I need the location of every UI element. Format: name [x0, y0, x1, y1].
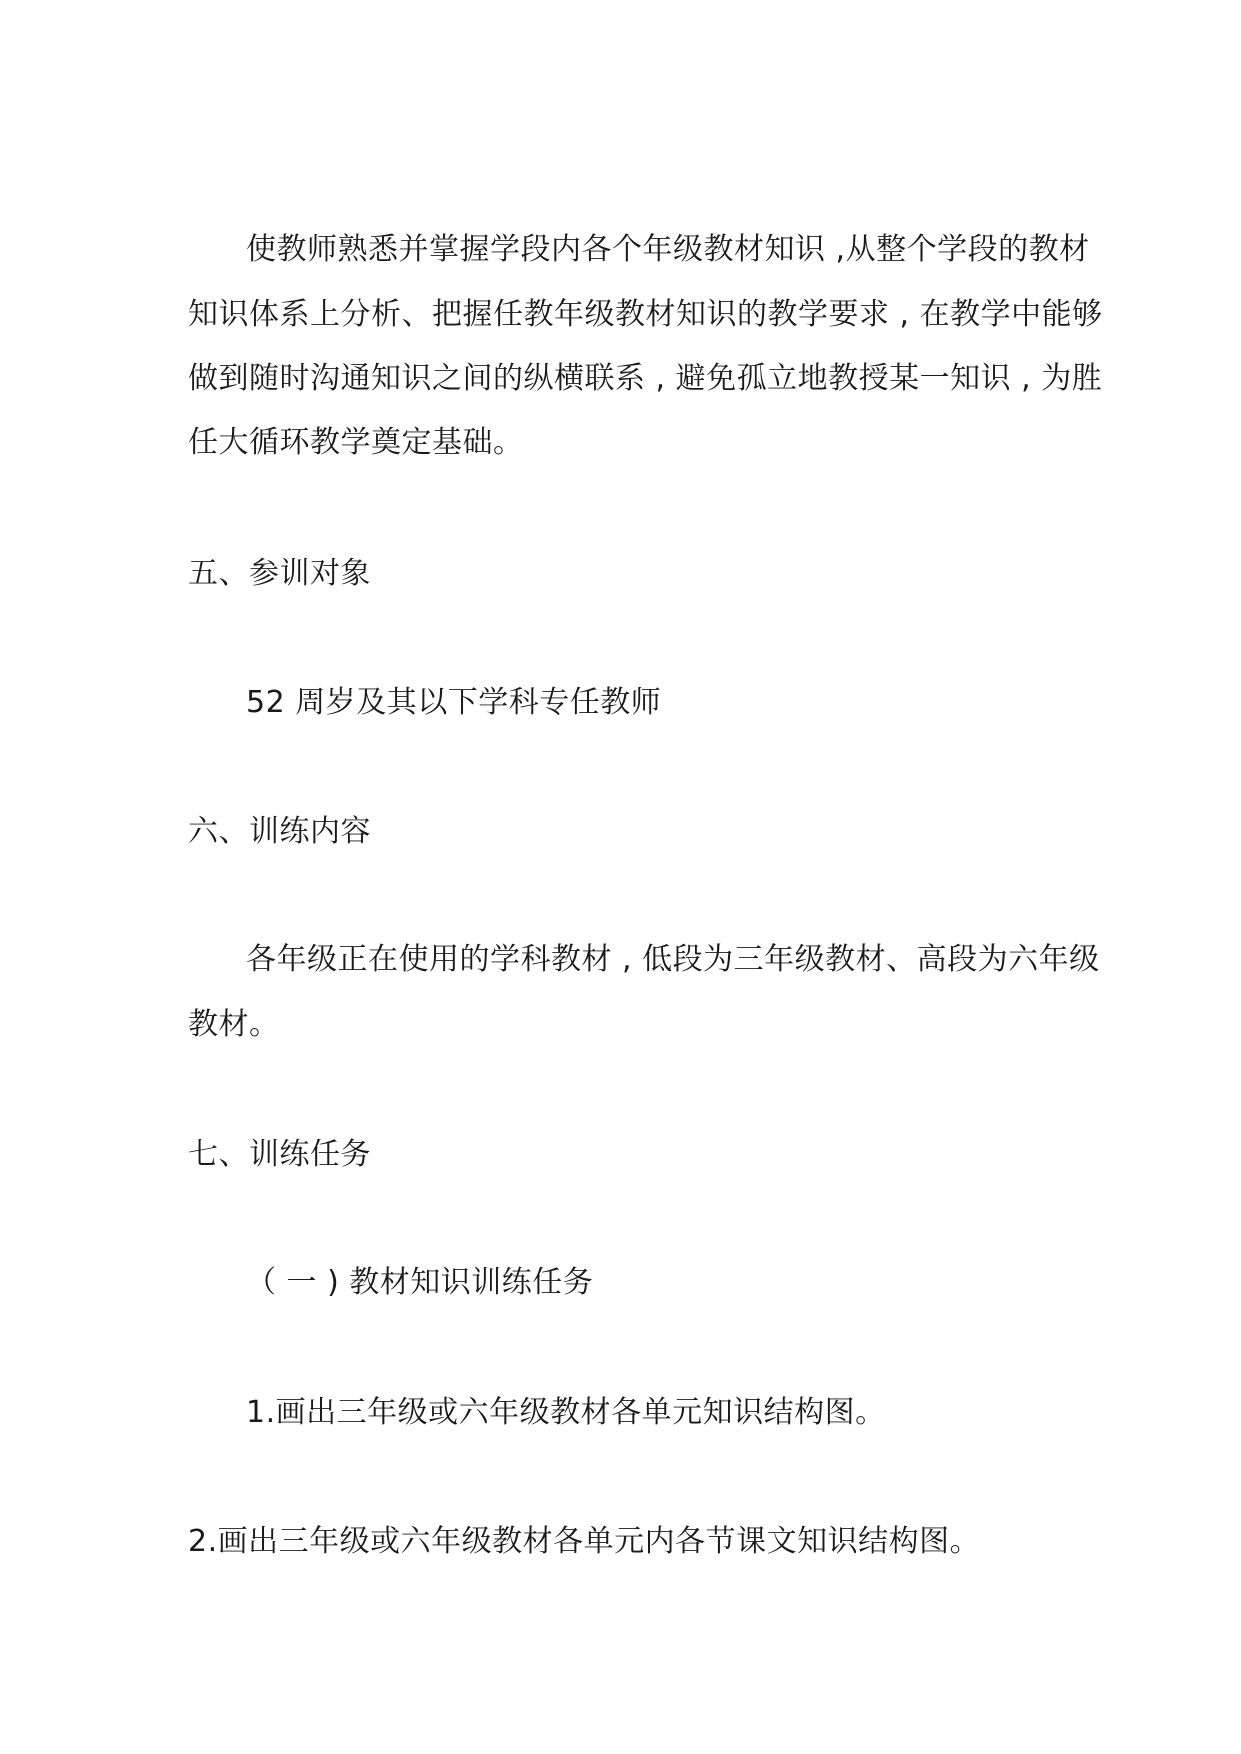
- section7-subheading: （ 一 ) 教材知识训练任务: [246, 1265, 594, 1300]
- section5-heading: 五、参训对象: [188, 556, 371, 591]
- section6-heading: 六、训练内容: [188, 814, 371, 849]
- section7-item-2: 2.画出三年级或六年级教材各单元内各节课文知识结构图。: [188, 1524, 981, 1559]
- section6-body-line-1: 各年级正在使用的学科教材 , 低段为三年级教材、高段为六年级: [246, 942, 1100, 977]
- intro-line-3: 做到随时沟通知识之间的纵横联系 , 避免孤立地教授某一知识 , 为胜: [188, 361, 1103, 396]
- intro-line-2: 知识体系上分析、把握任教年级教材知识的教学要求 , 在教学中能够: [188, 297, 1103, 332]
- section5-body: 52 周岁及其以下学科专任教师: [246, 685, 662, 720]
- section7-item-1: 1.画出三年级或六年级教材各单元知识结构图。: [246, 1395, 886, 1430]
- intro-line-1: 使教师熟悉并掌握学段内各个年级教材知识 ,从整个学段的教材: [246, 232, 1090, 267]
- intro-line-4: 任大循环教学奠定基础。: [188, 425, 524, 460]
- section6-body-line-2: 教材。: [188, 1007, 280, 1042]
- section7-heading: 七、训练任务: [188, 1137, 371, 1172]
